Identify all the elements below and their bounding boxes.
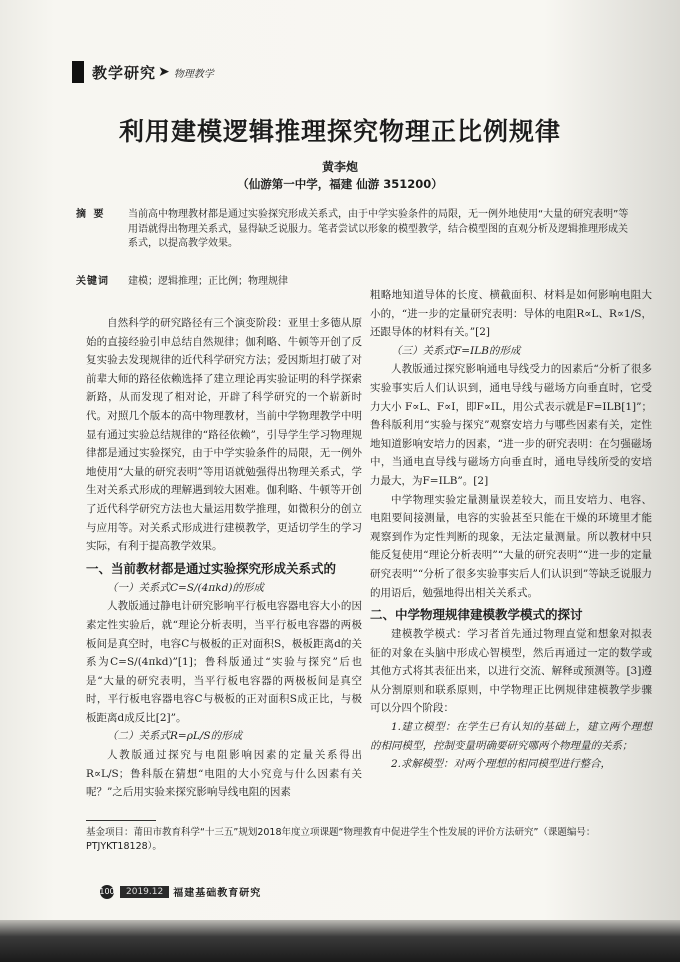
paragraph: 中学物理实验定量测量误差较大，而且安培力、电容、电阻要间接测量，电容的实验甚至只能在干燥的环境里才能观察到作为定性判断的现象，无法定量测量。所以教材中只能反复使用“理论分析表明”“大量的研究表明”“进一步的定量研究表明”“分析了很多实验事实后人们认识到”等缺乏说服力的用语后，勉强地得出相关关系式。 [370, 493, 652, 599]
paragraph: 建模教学模式：学习者首先通过物理直觉和想象对拟表征的对象在头脑中形成心智模型，然后再通过一定的数学或其他方式将其表征出来，以进行交流、解释或预测等。[3]遵从分割原则和联系原则，中学物理正比例规律建模教学步骤可以分四个阶段： [370, 628, 652, 715]
subsection-heading: （三）关系式F=ILB的形成 [391, 344, 521, 357]
paragraph: 自然科学的研究路径有三个演变阶段：亚里士多德从原始的直接经验引申总结自然规律；伽利略、牛顿等开创了反复实验去发现规律的近代科学研究方法；爱因斯坦打破了对前辈大师的路径依赖选择了建立理论再实验证明的科学探索新路，从而发现了相对论，开辟了科学研究的一个崭新时代。对照几个版本的高中物理教材，当前中学物理教学中明显有通过实验总结规律的“路径依赖”，引导学生学习物理规律都是通过实验探究，由于中学实验条件的局限，无一例外地使用“大量的研究表明”等用语就勉强得出物理关系式，学生对关系式形成的理解遇到较大困难。伽利略、牛顿等开创了近代科学研究方法也大量运用数学推理，如微积分的创立与应用等。对关系式形成进行建模教学，更适切学生的学习实际，有利于提高教学效果。 [86, 317, 362, 553]
issue-label: 2019.12 [120, 886, 169, 898]
paragraph: 人教版通过静电计研究影响平行板电容器电容大小的因素定性实验后，就“理论分析表明，当平行板电容器的两极板间是真空时，电容C与极板的正对面积S，极板距离d的关系为C=S/(4πkd)”[1]；鲁科版通过“实验与探究”后也是“大量的研究表明，当平行板电容器的两极板间是真空时，平行板电容器电容C与极板的正对面积S成正比，与极板距离d成反比[2]”。 [86, 600, 362, 724]
header-marker [72, 61, 84, 83]
affiliation: （仙游第一中学，福建 仙游 351200） [237, 177, 443, 191]
paragraph: 人教版通过探究与电阻影响因素的定量关系得出R∝L/S；鲁科版在猜想“电阻的大小究竟与什么因素有关呢？”之后用实验来探究影响导线电阻的因素 [86, 749, 362, 799]
right-column [370, 286, 652, 774]
paragraph: 粗略地知道导体的长度、横截面积、材料是如何影响电阻大小的，“进一步的定量研究表明：导体的电阻R∝L、R∝1/S，还跟导体的材料有关。”[2] [370, 289, 652, 339]
page-number: 100 [100, 885, 114, 899]
page-footer [100, 884, 261, 899]
subsection-heading: （一）关系式C=S/(4πkd)的形成 [107, 581, 264, 594]
section-heading: 二、中学物理规律建模教学模式的探讨 [370, 607, 583, 623]
keywords-label: 关键词 [76, 276, 109, 287]
footnote-rule [86, 820, 156, 821]
left-column [86, 314, 362, 802]
step-item: 2.求解模型：对两个理想的相同模型进行整合， [391, 758, 612, 771]
scan-shadow [0, 920, 680, 962]
author: 黄李炮 [321, 160, 358, 174]
step-item: 1.建立模型：在学生已有认知的基础上，建立两个理想的相同模型，控制变量明确要研究哪两个物理量的关系； [370, 721, 652, 752]
abstract [76, 208, 636, 252]
keywords-text: 建模；逻辑推理；正比例；物理规律 [128, 276, 288, 287]
abstract-label: 摘 要 [76, 209, 106, 220]
section-label: 教学研究 [92, 63, 157, 82]
section-heading: 一、当前教材都是通过实验探究形成关系式的 [86, 560, 337, 576]
journal-name: 福建基础教育研究 [173, 888, 262, 899]
paragraph: 人教版通过探究影响通电导线受力的因素后“分析了很多实验事实后人们认识到，通电导线与磁场方向垂直时，它受力大小 F∝L、F∝I，即F∝IL，用公式表示就是F=ILB[1]”；鲁科版利用“实验与探究”观察安培力与哪些因素有关，定性地知道影响安培力的因素，“进一步的研究表明：在匀强磁场中，当通电直导线与磁场方向垂直时，通电导线所受的安培力最大，为F=ILB”。[2] [370, 363, 652, 487]
subsection-label: 物理教学 [173, 68, 214, 80]
section-header [72, 60, 214, 84]
article-title: 利用建模逻辑推理探究物理正比例规律 [118, 117, 561, 146]
arrow-icon: ➤ [158, 64, 170, 80]
footnote: 基金项目：莆田市教育科学“十三五”规划2018年度立项课题“物理教育中促进学生个性发展的评价方法研究”（课题编号：PTJYKT18128）。 [86, 827, 596, 852]
abstract-text: 当前高中物理教材都是通过实验探究形成关系式，由于中学实验条件的局限，无一例外地使用“大量的研究表明”等用语就得出物理关系式，显得缺乏说服力。笔者尝试以形象的模型教学，结合模型图的直观分析及逻辑推理形成关系式，以提高教学效果。 [128, 209, 629, 249]
subsection-heading: （二）关系式R=ρL/S的形成 [107, 730, 243, 743]
